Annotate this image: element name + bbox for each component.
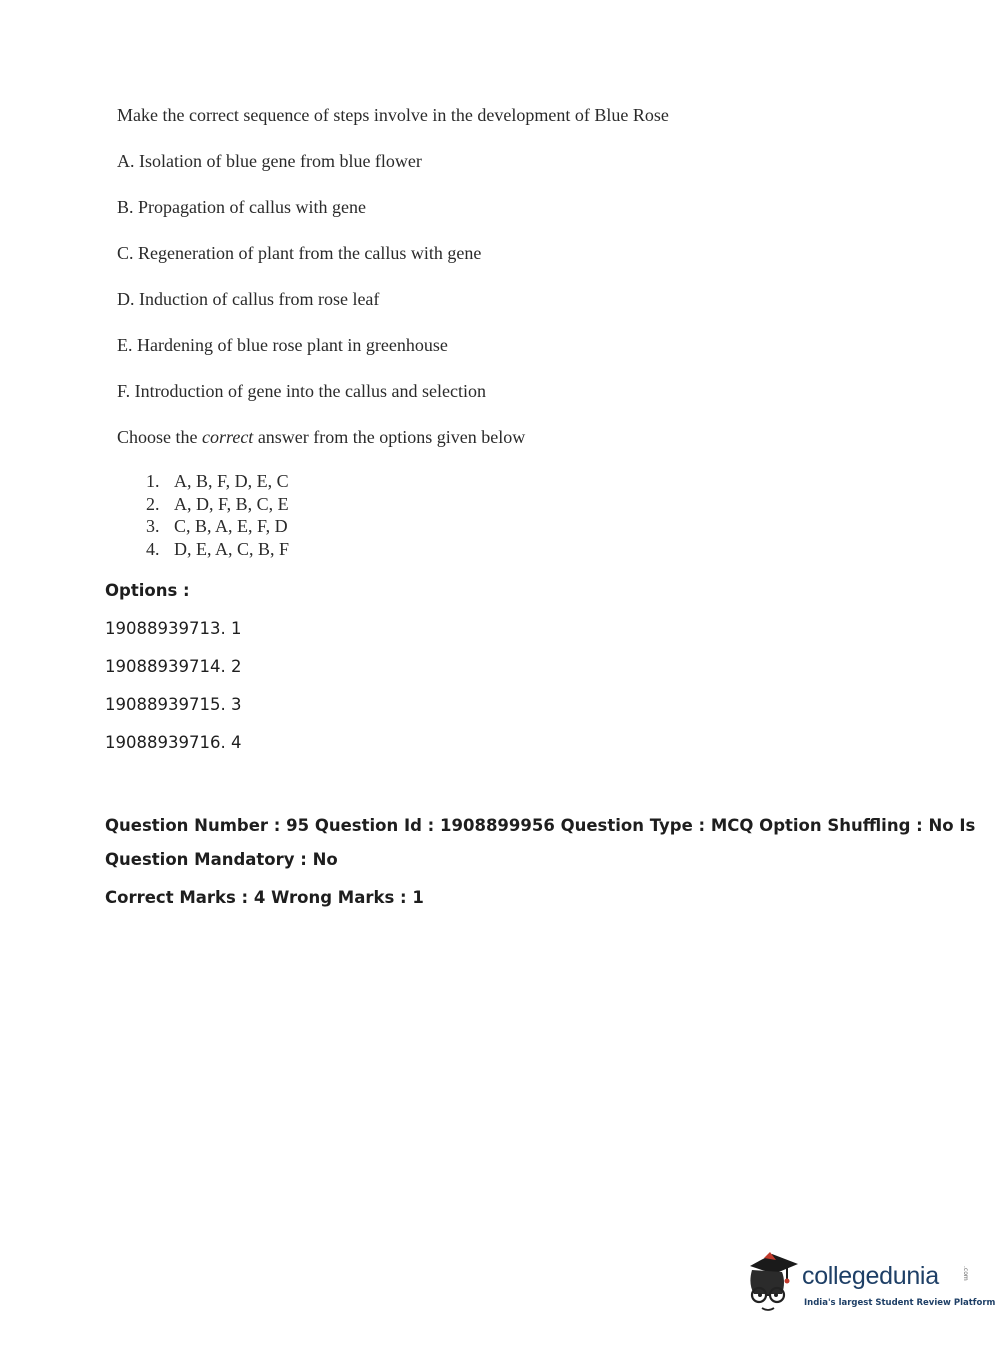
question-meta-line-3: Correct Marks : 4 Wrong Marks : 1 (105, 888, 424, 907)
step-e: E. Hardening of blue rose plant in greenhouse (117, 335, 448, 355)
logo-suffix: .com (962, 1266, 969, 1281)
instruction-emphasis: correct (202, 427, 254, 447)
question-meta-line-1: Question Number : 95 Question Id : 1908899956 Question Type : MCQ Option Shuffling : No Is (105, 816, 976, 835)
choice-item: 4. D, E, A, C, B, F (146, 538, 290, 559)
choice-item: 2. A, D, F, B, C, E (146, 493, 289, 514)
mascot-icon (742, 1248, 802, 1318)
step-a: A. Isolation of blue gene from blue flower (117, 151, 422, 171)
option-item-3: 19088939715. 3 (105, 695, 242, 714)
choice-item: 3. C, B, A, E, F, D (146, 516, 288, 536)
option-item-4: 19088939716. 4 (105, 733, 242, 752)
collegedunia-logo (742, 1248, 996, 1320)
choice-item: 1. A, B, F, D, E, C (146, 471, 289, 491)
question-meta-line-2: Question Mandatory : No (105, 850, 338, 869)
options-heading: Options : (105, 581, 190, 600)
step-d: D. Induction of callus from rose leaf (117, 289, 380, 309)
question-stem: Make the correct sequence of steps involve in the development of Blue Rose (117, 105, 669, 125)
instruction: Choose the correct answer from the options given below (117, 427, 526, 447)
option-item-1: 19088939713. 1 (105, 619, 242, 638)
step-b: B. Propagation of callus with gene (117, 197, 366, 217)
logo-tagline: India's largest Student Review Platform (804, 1298, 996, 1308)
option-item-2: 19088939714. 2 (105, 657, 242, 676)
step-c: C. Regeneration of plant from the callus with gene (117, 243, 482, 263)
step-f: F. Introduction of gene into the callus and selection (117, 381, 486, 401)
logo-wordmark: collegedunia (802, 1262, 939, 1290)
choice-list (146, 470, 289, 560)
